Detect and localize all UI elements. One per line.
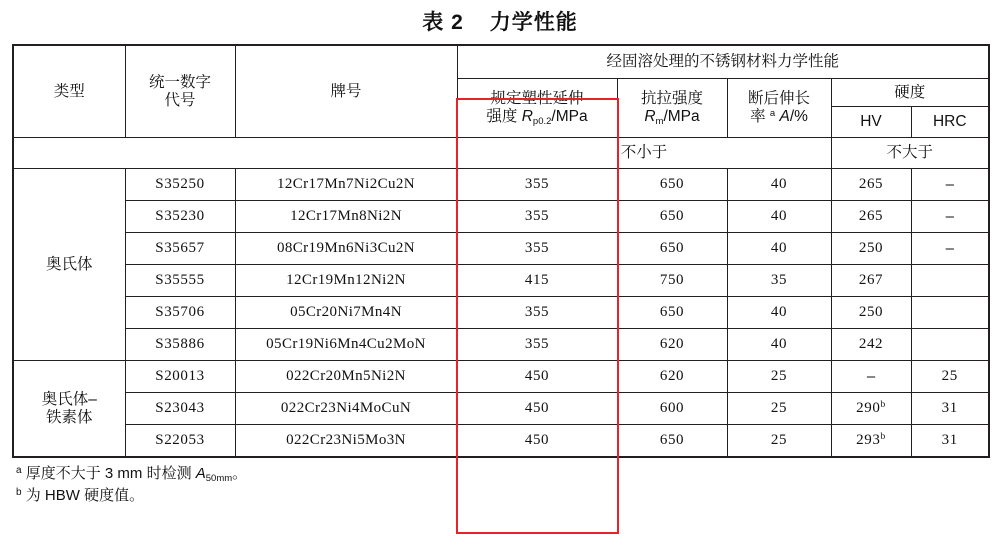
- cell-rp02: 355: [457, 329, 617, 361]
- header-elongation-line1: 断后伸长: [747, 90, 810, 108]
- cell-grade: 12Cr17Mn7Ni2Cu2N: [235, 169, 457, 201]
- header-not-less-than: 不小于: [457, 138, 831, 169]
- cell-uns: S22053: [125, 425, 235, 458]
- cell-hv: –: [831, 361, 911, 393]
- table-title: [0, 0, 1000, 44]
- header-blank: [13, 138, 457, 169]
- cell-grade: 022Cr23Ni5Mo3N: [235, 425, 457, 458]
- cell-rp02: 355: [457, 233, 617, 265]
- cell-rp02: 450: [457, 361, 617, 393]
- cell-elongation: 40: [727, 329, 831, 361]
- cell-rm: 620: [617, 361, 727, 393]
- cell-hv: 250: [831, 297, 911, 329]
- cell-hv: 250: [831, 233, 911, 265]
- footnote-a-marker: a: [16, 465, 22, 476]
- cell-rp02: 355: [457, 169, 617, 201]
- cell-uns: S35250: [125, 169, 235, 201]
- cell-rp02: 355: [457, 201, 617, 233]
- header-rm-line2: $R_m$/MPa: [644, 108, 700, 127]
- cell-uns: S20013: [125, 361, 235, 393]
- cell-hrc: [911, 297, 989, 329]
- cell-hrc: [911, 329, 989, 361]
- table-row: [13, 393, 989, 425]
- cell-uns: S35657: [125, 233, 235, 265]
- cell-hrc: –: [911, 169, 989, 201]
- cell-hv: 293$^b$: [831, 425, 911, 458]
- cell-hrc: 31: [911, 393, 989, 425]
- cell-hrc: –: [911, 201, 989, 233]
- header-type: 类型: [13, 45, 125, 138]
- cell-hrc: [911, 265, 989, 297]
- header-group: 经固溶处理的不锈钢材料力学性能: [457, 45, 989, 79]
- header-rp02: [457, 79, 617, 138]
- cell-elongation: 40: [727, 201, 831, 233]
- cell-uns: S23043: [125, 393, 235, 425]
- cell-hrc: 31: [911, 425, 989, 458]
- cell-elongation: 25: [727, 425, 831, 458]
- table-header-row-4: [13, 138, 989, 169]
- header-rp02-line1: 规定塑性延伸: [490, 90, 584, 108]
- cell-elongation: 25: [727, 393, 831, 425]
- header-uns-line1: 统一数字: [148, 73, 211, 91]
- table-row: [13, 361, 989, 393]
- header-rm: [617, 79, 727, 138]
- cell-uns: S35886: [125, 329, 235, 361]
- cell-hv: 242: [831, 329, 911, 361]
- footnote-b-marker: b: [16, 486, 22, 498]
- footnote-b-text: 为 HBW 硬度值。: [25, 486, 145, 504]
- cell-hv: 290$^b$: [831, 393, 911, 425]
- table-container: [12, 44, 988, 458]
- cell-grade: 022Cr20Mn5Ni2N: [235, 361, 457, 393]
- cell-elongation: 40: [727, 169, 831, 201]
- mechanical-properties-table: [12, 44, 990, 458]
- cell-rp02: 450: [457, 393, 617, 425]
- cell-rm: 650: [617, 425, 727, 458]
- table-footnotes: [12, 458, 988, 507]
- table-title-number: 表 2: [422, 11, 464, 34]
- cell-hv: 267: [831, 265, 911, 297]
- header-uns: [125, 45, 235, 138]
- table-row: [13, 233, 989, 265]
- cell-uns: S35230: [125, 201, 235, 233]
- cell-grade: 05Cr19Ni6Mn4Cu2MoN: [235, 329, 457, 361]
- cell-hv: 265: [831, 169, 911, 201]
- table-row: [13, 169, 989, 201]
- cell-rm: 650: [617, 297, 727, 329]
- cell-grade: 05Cr20Ni7Mn4N: [235, 297, 457, 329]
- header-not-greater-than: 不大于: [831, 138, 989, 169]
- group-type-duplex-line2: 铁素体: [45, 408, 93, 426]
- table-row: [13, 265, 989, 297]
- cell-grade: 022Cr23Ni4MoCuN: [235, 393, 457, 425]
- cell-hrc: 25: [911, 361, 989, 393]
- table-title-text: 力学性能: [489, 11, 578, 34]
- header-rm-line1: 抗拉强度: [640, 90, 703, 108]
- cell-rm: 750: [617, 265, 727, 297]
- cell-rm: 650: [617, 233, 727, 265]
- header-hv: HV: [831, 107, 911, 138]
- cell-elongation: 35: [727, 265, 831, 297]
- header-rp02-line2: 强度 $R_{p0.2}$/MPa: [486, 108, 588, 127]
- table-row: [13, 297, 989, 329]
- header-grade: 牌号: [235, 45, 457, 138]
- cell-elongation: 40: [727, 297, 831, 329]
- cell-grade: 12Cr19Mn12Ni2N: [235, 265, 457, 297]
- header-hrc: HRC: [911, 107, 989, 138]
- cell-rm: 650: [617, 169, 727, 201]
- cell-rm: 620: [617, 329, 727, 361]
- group-type-duplex-line1: 奥氏体–: [41, 390, 97, 408]
- cell-elongation: 40: [727, 233, 831, 265]
- cell-hv: 265: [831, 201, 911, 233]
- cell-uns: S35555: [125, 265, 235, 297]
- table-row: [13, 329, 989, 361]
- header-hardness: 硬度: [831, 79, 989, 107]
- group-type-austenitic: 奥氏体: [13, 169, 125, 361]
- cell-uns: S35706: [125, 297, 235, 329]
- table-row: [13, 425, 989, 458]
- header-elongation: [727, 79, 831, 138]
- cell-rp02: 415: [457, 265, 617, 297]
- cell-grade: 12Cr17Mn8Ni2N: [235, 201, 457, 233]
- header-uns-line2: 代号: [164, 91, 196, 109]
- cell-rm: 600: [617, 393, 727, 425]
- group-type-duplex: [13, 361, 125, 458]
- table-header-row-1: [13, 45, 989, 79]
- table-row: [13, 201, 989, 233]
- cell-grade: 08Cr19Mn6Ni3Cu2N: [235, 233, 457, 265]
- header-elongation-line2: 率 $^a$ A/%: [750, 108, 808, 125]
- cell-rm: 650: [617, 201, 727, 233]
- footnote-a-text: 厚度不大于 3 mm 时检测 $A_{50mm}$。: [25, 465, 248, 484]
- cell-hrc: –: [911, 233, 989, 265]
- footnote-a: [12, 463, 988, 485]
- cell-elongation: 25: [727, 361, 831, 393]
- cell-rp02: 355: [457, 297, 617, 329]
- cell-rp02: 450: [457, 425, 617, 458]
- footnote-b: [12, 485, 988, 507]
